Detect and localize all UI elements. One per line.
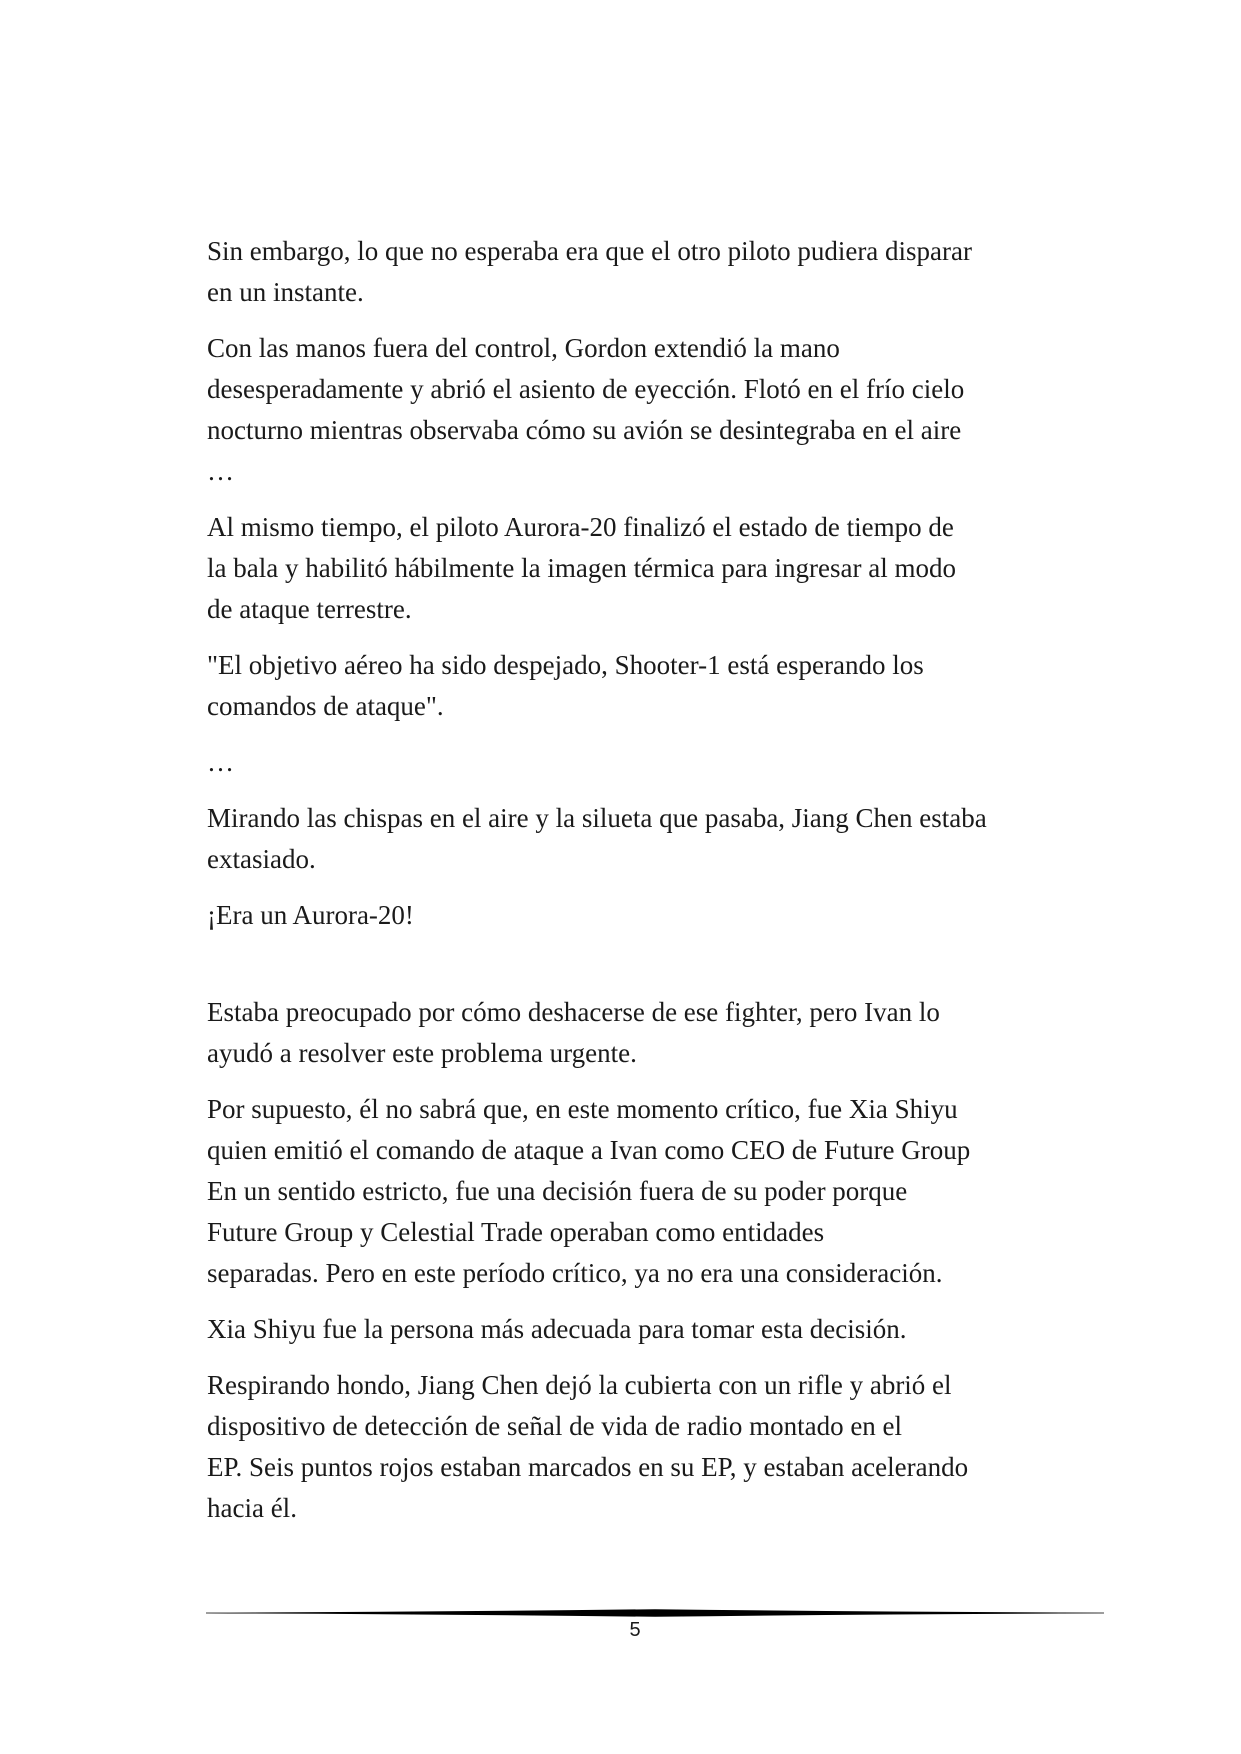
paragraph: "El objetivo aéreo ha sido despejado, Shooter-1 está esperando los comandos de ataque". xyxy=(207,650,924,721)
paragraph: ¡Era un Aurora-20! xyxy=(207,900,414,930)
paragraph: Respirando hondo, Jiang Chen dejó la cubierta con un rifle y abrió el dispositivo de detección de señal de vida de radio montado en el EP. Seis puntos rojos estaban marcados en su EP, y estaban acelerando hacia él. xyxy=(207,1370,969,1523)
footer-divider xyxy=(206,1608,1104,1618)
page-number: 5 xyxy=(629,1619,641,1641)
paragraph: Al mismo tiempo, el piloto Aurora-20 finalizó el estado de tiempo de la bala y habilitó hábilmente la imagen térmica para ingresar al modo de ataque terrestre. xyxy=(207,512,956,624)
paragraph: Estaba preocupado por cómo deshacerse de ese fighter, pero Ivan lo ayudó a resolver este problema urgente. xyxy=(207,997,940,1068)
ellipsis-separator: … xyxy=(207,747,234,777)
paragraph: Xia Shiyu fue la persona más adecuada para tomar esta decisión. xyxy=(207,1314,907,1344)
paragraph: Sin embargo, lo que no esperaba era que el otro piloto pudiera disparar en un instante. xyxy=(207,236,973,307)
paragraph: Mirando las chispas en el aire y la silueta que pasaba, Jiang Chen estaba extasiado. xyxy=(207,803,987,874)
paragraph: Con las manos fuera del control, Gordon extendió la mano desesperadamente y abrió el asiento de eyección. Flotó en el frío cielo nocturno mientras observaba cómo su avión se desintegraba en el aire … xyxy=(207,333,965,486)
paragraph: Por supuesto, él no sabrá que, en este momento crítico, fue Xia Shiyu quien emitió el comando de ataque a Ivan como CEO de Future Group En un sentido estricto, fue una decisión fuera de su poder porque Future Group y Celestial Trade operaban como entidades separadas. Pero en este período crítico, ya no era una consideración. xyxy=(207,1094,971,1288)
body-text xyxy=(207,231,1087,1544)
